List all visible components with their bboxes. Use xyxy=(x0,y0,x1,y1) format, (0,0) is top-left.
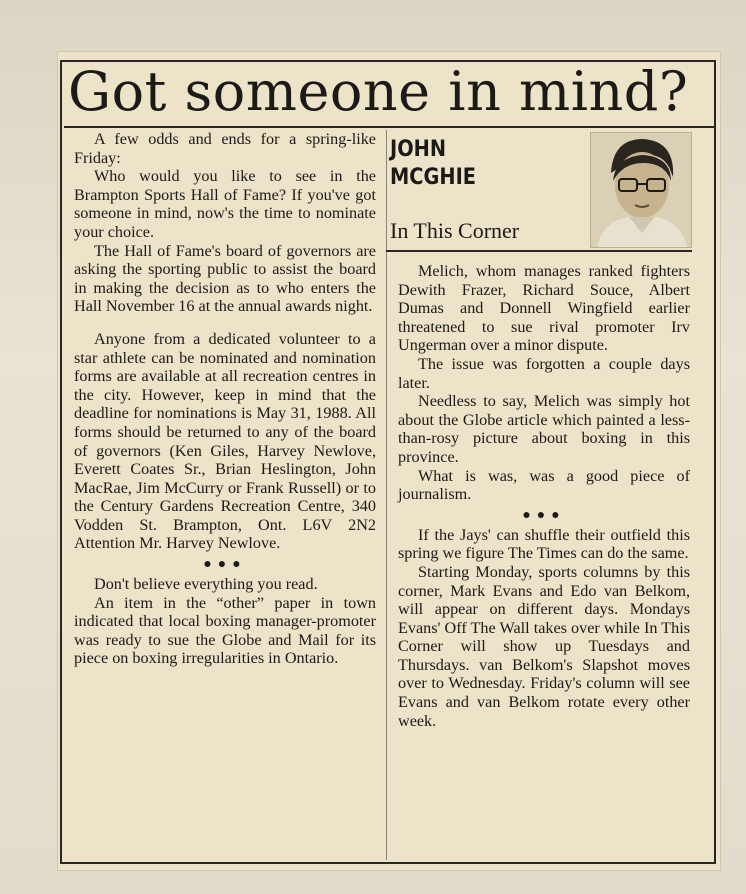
paragraph: If the Jays' can shuffle their outfield this spring we figure The Times can do the same. xyxy=(398,525,690,563)
paragraph: Don't believe everything you read. xyxy=(94,575,318,594)
left-column xyxy=(74,130,376,668)
paragraph: Melich, whom manages ranked fighters Dewith Frazer, Richard Souce, Albert Dumas and Donnell Wingfield earlier threatened to sue rival promoter Irv Ungerman over a minor dispute. xyxy=(398,262,690,355)
author-last-name: MCGHIE xyxy=(390,165,477,190)
author-photo xyxy=(590,132,692,248)
section-separator: ●●● xyxy=(522,507,566,523)
section-separator: ●●● xyxy=(203,557,247,573)
paragraph: Anyone from a dedicated volunteer to a star athlete can be nominated and nomination forms are available at all recreation centres in the city. However, keep in mind that the deadline for nominations is May 31, 1988. All forms should be returned to any of the board of governors (Ken Giles, Harvey Newlove, Everett Coates Sr., Brian Heslington, John MacRae, Jim McCurry or Frank Russell) or to the Century Gardens Recreation Centre, 340 Vodden St. Brampton, Ont. L6V 2N2 Attention Mr. Harvey Newlove. xyxy=(74,329,376,553)
author-portrait-icon xyxy=(591,133,691,247)
byline-rule xyxy=(386,250,692,252)
paragraph: Starting Monday, sports columns by this corner, Mark Evans and Edo van Belkom, will appear on different days. Mondays Evans' Off The Wall takes over while In This Corner will show up Tuesdays and Thursdays. van Belkom's Slapshot moves over to Wednesday. Friday's column will see Evans and van Belkom rotate every other week. xyxy=(398,562,690,730)
paragraph: The Hall of Fame's board of governors are asking the sporting public to assist the board in making the decision as to who enters the Hall November 16 at the annual awards night. xyxy=(74,241,376,316)
column-title: In This Corner xyxy=(390,218,520,243)
paragraph: Who would you like to see in the Brampton Sports Hall of Fame? If you've got someone in mind, now's the time to nominate your choice. xyxy=(74,167,376,241)
paragraph: The issue was forgotten a couple days later. xyxy=(398,354,690,392)
paragraph: An item in the “other” paper in town indicated that local boxing manager-promoter was ready to sue the Globe and Mail for its piece on boxing irregularities in Ontario. xyxy=(74,593,376,668)
author-name xyxy=(390,136,557,192)
paragraph: Needless to say, Melich was simply hot about the Globe article which painted a less-than-rosy picture about boxing in this province. xyxy=(398,392,690,466)
author-first-name: JOHN xyxy=(390,137,447,162)
paragraph: A few odds and ends for a spring-like Friday: xyxy=(74,130,376,167)
paragraph: What is was, was a good piece of journalism. xyxy=(398,466,690,504)
right-column xyxy=(398,262,690,730)
article-headline: Got someone in mind? xyxy=(68,60,689,123)
